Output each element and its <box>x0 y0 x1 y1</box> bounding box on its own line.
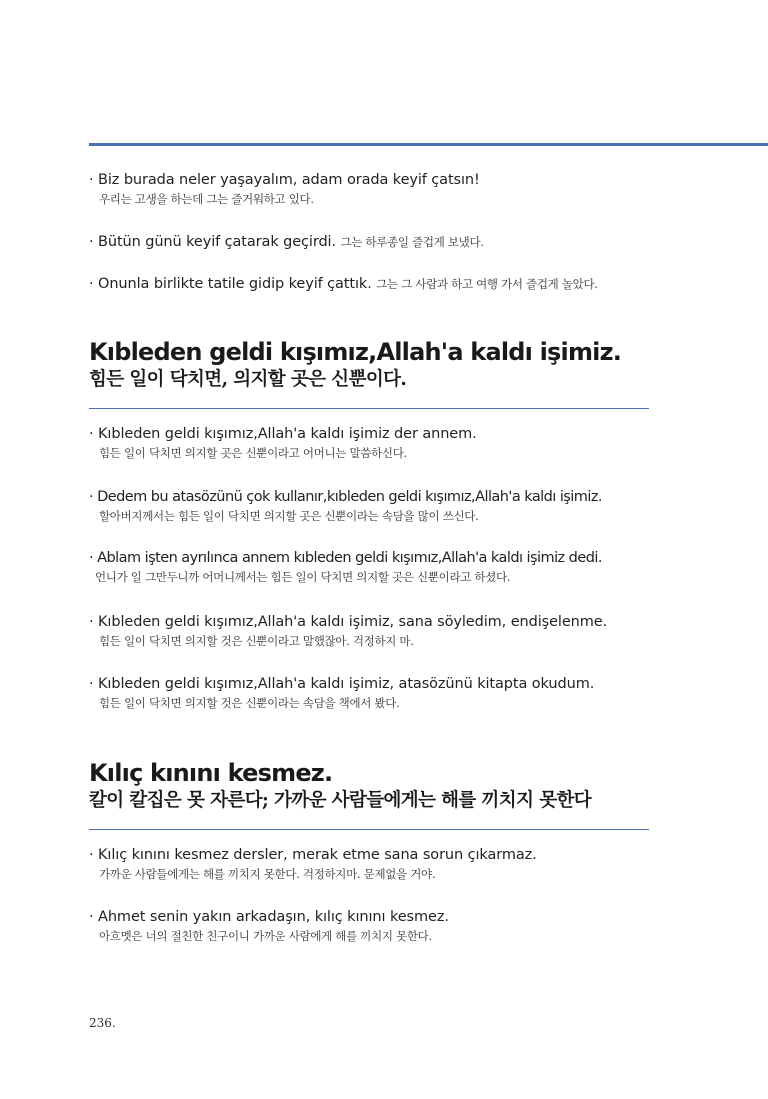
proverb-heading <box>89 337 621 393</box>
example-item <box>89 274 709 294</box>
proverb-title-turkish: Kılıç kınını kesmez. <box>89 759 333 787</box>
example-item <box>89 548 709 586</box>
example-turkish: · Biz burada neler yaşayalım, adam orada keyif çatsın! <box>89 172 480 188</box>
proverb-heading <box>89 758 591 814</box>
proverb-title-turkish: Kıbleden geldi kışımız,Allah'a kaldı işimiz. <box>89 338 622 366</box>
proverb-title-korean: 칼이 칼집은 못 자른다; 가까운 사람들에게는 해를 끼치지 못한다 <box>89 790 592 811</box>
example-item <box>89 424 709 462</box>
example-korean: 아흐멧은 너의 절친한 친구이니 가까운 사람에게 해를 끼치지 못한다. <box>99 929 432 943</box>
example-turkish: · Kıbleden geldi kışımız,Allah'a kaldı işimiz, sana söyledim, endişelenme. <box>89 614 608 630</box>
top-divider <box>89 143 768 146</box>
example-line <box>89 232 709 252</box>
example-korean: 할아버지께서는 힘든 일이 닥치면 의지할 곳은 신뿐이라는 속담을 많이 쓰신다. <box>99 509 479 523</box>
example-turkish: · Kılıç kınını kesmez dersler, merak etme sana sorun çıkarmaz. <box>89 847 537 863</box>
example-korean: 힘든 일이 닥치면 의지할 곳은 신뿐이라고 어머니는 말씀하신다. <box>99 446 407 460</box>
example-turkish: · Bütün günü keyif çatarak geçirdi. <box>89 234 336 250</box>
example-item <box>89 907 709 945</box>
section-divider <box>89 829 649 830</box>
example-korean: 힘든 일이 닥치면 의지할 것은 신뿐이라는 속담을 책에서 봤다. <box>99 696 400 710</box>
example-item <box>89 674 709 712</box>
example-item <box>89 170 709 208</box>
section-divider <box>89 408 649 409</box>
example-korean: 가까운 사람들에게는 해를 끼치지 못한다. 걱정하지마. 문제없을 거야. <box>99 867 436 881</box>
example-turkish: · Dedem bu atasözünü çok kullanır,kıbleden geldi kışımız,Allah'a kaldı işimiz. <box>89 489 602 505</box>
page-number: 236. <box>89 1016 116 1030</box>
example-item <box>89 232 709 252</box>
example-korean: 힘든 일이 닥치면 의지할 것은 신뿐이라고 말했잖아. 걱정하지 마. <box>99 634 414 648</box>
example-turkish: · Ahmet senin yakın arkadaşın, kılıç kınını kesmez. <box>89 909 449 925</box>
example-turkish: · Onunla birlikte tatile gidip keyif çattık. <box>89 276 372 292</box>
example-turkish: · Kıbleden geldi kışımız,Allah'a kaldı işimiz, atasözünü kitapta okudum. <box>89 676 595 692</box>
example-korean: 우리는 고생을 하는데 그는 즐거워하고 있다. <box>99 192 314 206</box>
example-turkish: · Ablam işten ayrılınca annem kıbleden geldi kışımız,Allah'a kaldı işimiz dedi. <box>89 550 602 566</box>
example-korean: 그는 그 사람과 하고 여행 가서 즐겁게 놀았다. <box>376 277 598 291</box>
example-korean: 그는 하루종일 즐겁게 보냈다. <box>340 235 484 249</box>
example-item <box>89 845 709 883</box>
proverb-title-korean: 힘든 일이 닥치면, 의지할 곳은 신뿐이다. <box>89 369 407 390</box>
example-item <box>89 487 709 525</box>
example-korean: 언니가 일 그만두니까 어머니께서는 힘든 일이 닥치면 의지할 곳은 신뿐이라고 하셨다. <box>95 570 511 584</box>
example-line <box>89 274 709 294</box>
example-turkish: · Kıbleden geldi kışımız,Allah'a kaldı işimiz der annem. <box>89 426 477 442</box>
example-item <box>89 612 709 650</box>
